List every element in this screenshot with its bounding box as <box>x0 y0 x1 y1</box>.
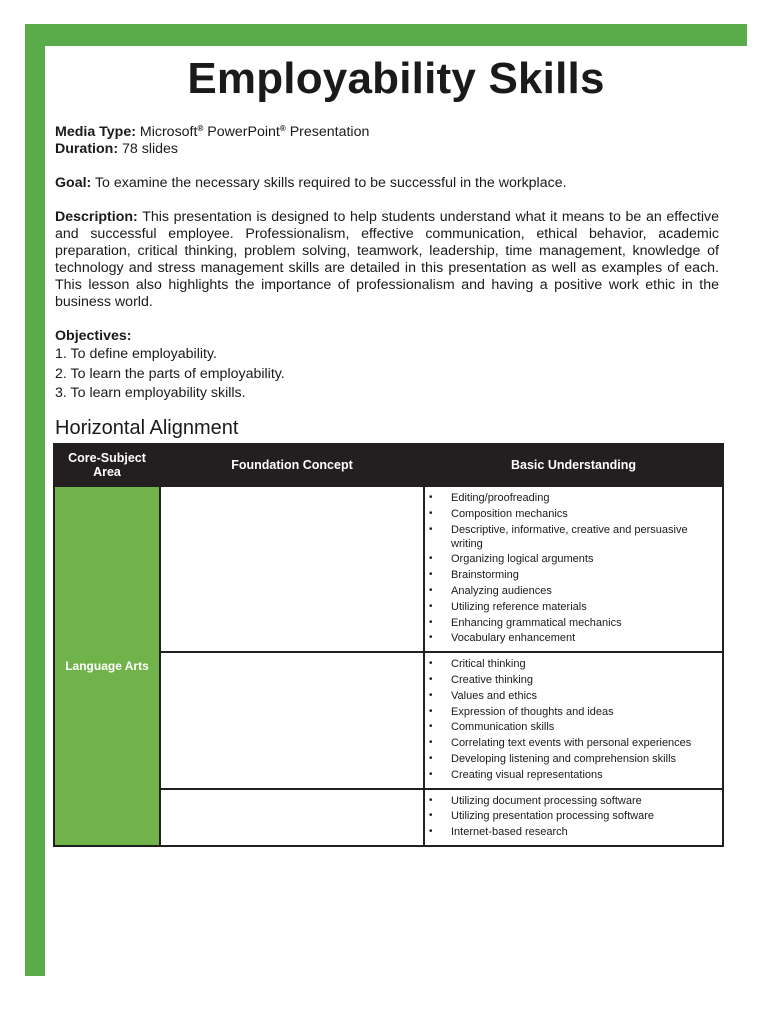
media-type-line <box>55 124 719 141</box>
list-item: • Descriptive, informative, creative and persuasive writing <box>451 523 716 551</box>
header-core-subject: Core-Subject Area <box>54 444 160 486</box>
header-foundation-concept: Foundation Concept <box>160 444 424 486</box>
document-body <box>55 124 719 404</box>
media-type-label: Media Type: <box>55 124 136 140</box>
list-item: • Internet-based research <box>451 825 716 839</box>
description-paragraph <box>55 209 719 311</box>
objectives-list <box>55 345 719 404</box>
page-title: Employability Skills <box>187 54 605 103</box>
header-basic-understanding: Basic Understanding <box>424 444 723 486</box>
list-item: • Creating visual representations <box>451 768 716 782</box>
top-accent-bar <box>25 24 747 46</box>
foundation-cell <box>160 652 424 788</box>
duration-value: 78 slides <box>122 141 179 157</box>
list-item: • Correlating text events with personal experiences <box>451 736 716 750</box>
list-item: • Values and ethics <box>451 689 716 703</box>
basic-understanding-list <box>425 653 722 787</box>
basic-understanding-list <box>425 790 722 845</box>
list-item: • Utilizing reference materials <box>451 600 716 614</box>
duration-label: Duration: <box>55 141 119 157</box>
description-label: Description: <box>55 209 138 225</box>
table-header-row <box>54 444 723 486</box>
alignment-table <box>53 443 724 847</box>
list-item: • Utilizing document processing software <box>451 794 716 808</box>
list-item: • Enhancing grammatical mechanics <box>451 616 716 630</box>
list-item: • Organizing logical arguments <box>451 552 716 566</box>
goal-text: To examine the necessary skills required to be successful in the workplace. <box>94 175 567 191</box>
description-text: This presentation is designed to help students understand what it means to be an effective and successful employee. Professionalism, effective communication, ethical behavior, academic preparation, critical thinking, problem solving, teamwork, leadership, time management, knowledge of technology and stress management skills are detailed in this presentation as well as examples of each. This lesson also highlights the importance of professionalism and having a positive work ethic in the business world. <box>55 209 719 310</box>
basic-understanding-cell <box>424 486 723 652</box>
objective-item: 3. To learn employability skills. <box>55 385 246 401</box>
list-item: • Expression of thoughts and ideas <box>451 705 716 719</box>
list-item: • Editing/proofreading <box>451 491 716 505</box>
objectives-label: Objectives: <box>55 328 132 344</box>
list-item: • Vocabulary enhancement <box>451 631 716 645</box>
list-item: • Analyzing audiences <box>451 584 716 598</box>
left-accent-bar <box>25 24 45 976</box>
goal-label: Goal: <box>55 175 92 191</box>
section-heading: Horizontal Alignment <box>55 417 239 439</box>
objective-item: 1. To define employability. <box>55 346 217 362</box>
list-item: • Utilizing presentation processing software <box>451 809 716 823</box>
subject-cell: Language Arts <box>54 486 160 846</box>
media-type-value: Microsoft® PowerPoint® Presentation <box>139 124 370 140</box>
list-item: • Brainstorming <box>451 568 716 582</box>
list-item: • Critical thinking <box>451 657 716 671</box>
goal-paragraph <box>55 175 719 192</box>
list-item: • Communication skills <box>451 720 716 734</box>
objective-item: 2. To learn the parts of employability. <box>55 365 285 382</box>
list-item: • Composition mechanics <box>451 507 716 521</box>
list-item: • Creative thinking <box>451 673 716 687</box>
list-item: • Developing listening and comprehension skills <box>451 752 716 766</box>
basic-understanding-cell <box>424 652 723 788</box>
basic-understanding-list <box>425 487 722 651</box>
foundation-cell <box>160 789 424 846</box>
duration-line <box>55 141 719 158</box>
table-row <box>54 486 723 652</box>
basic-understanding-cell <box>424 789 723 846</box>
foundation-cell <box>160 486 424 652</box>
